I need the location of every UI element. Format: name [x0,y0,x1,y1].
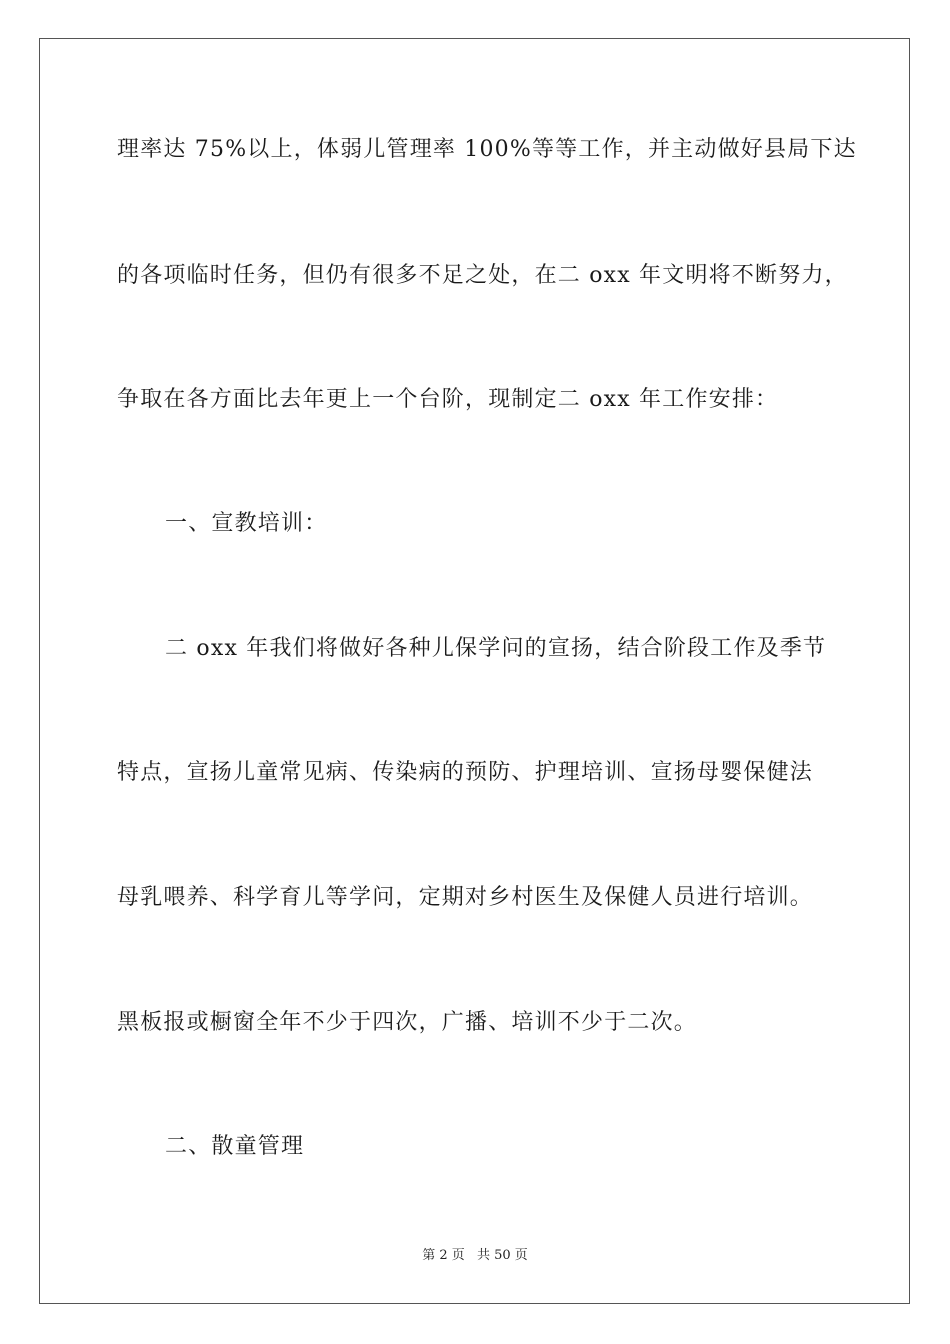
page-footer [0,1244,950,1263]
section-heading: 一、宣教培训： [165,511,328,536]
body-text-line: 的各项临时任务，但仍有很多不足之处，在二 oxx 年文明将不断努力， [117,263,848,288]
body-text-line: 理率达 75%以上，体弱儿管理率 100%等等工作，并主动做好县局下达 [117,137,857,162]
page-border [39,38,910,1304]
body-text-line: 特点，宣扬儿童常见病、传染病的预防、护理培训、宣扬母婴保健法 [117,760,814,785]
body-text-line: 争取在各方面比去年更上一个台阶，现制定二 oxx 年工作安排： [117,387,779,412]
body-text-line: 二 oxx 年我们将做好各种儿保学问的宣扬，结合阶段工作及季节 [165,636,827,661]
page-number: 第 2 页 [422,1248,465,1263]
total-pages: 共 50 页 [476,1248,528,1263]
section-heading: 二、散童管理 [165,1134,305,1159]
body-text-line: 母乳喂养、科学育儿等学问，定期对乡村医生及保健人员进行培训。 [117,885,814,910]
body-text-line: 黑板报或橱窗全年不少于四次，广播、培训不少于二次。 [117,1010,698,1035]
